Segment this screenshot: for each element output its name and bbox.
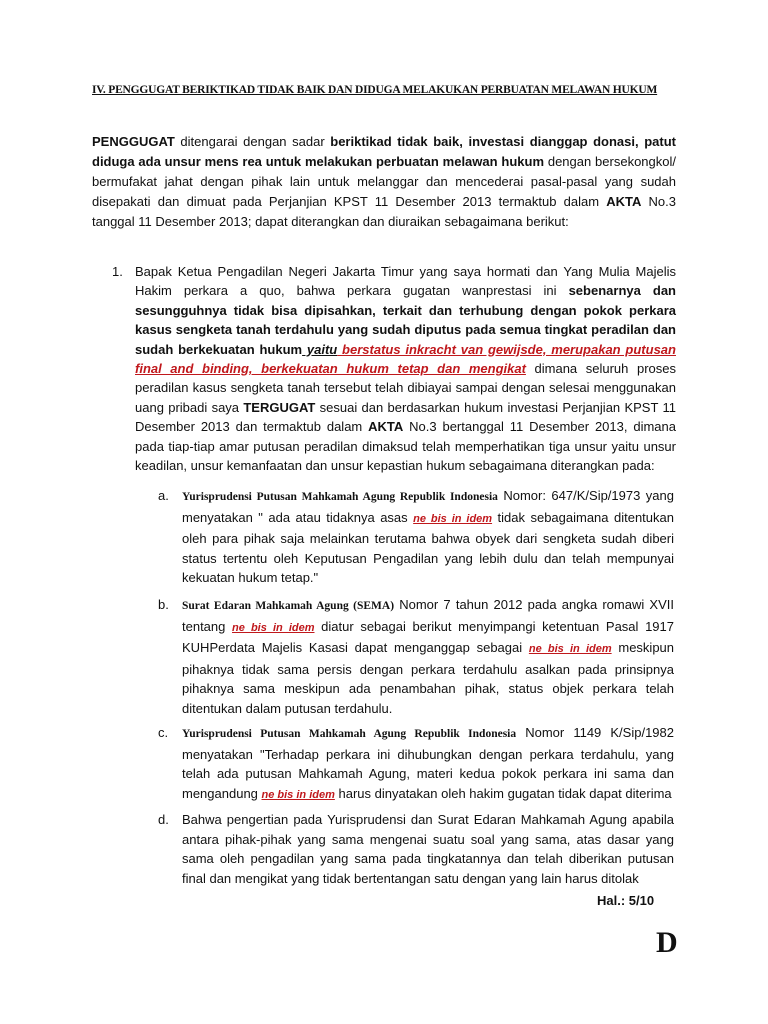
item-number: 1. — [112, 264, 123, 279]
sub-c-source: Yurisprudensi Putusan Mahkamah Agung Republik Indonesia — [182, 728, 517, 740]
handwritten-initial: D — [656, 926, 678, 959]
sub-text-b — [182, 595, 674, 719]
sub-b-text-2: diatur sebagai berikut menyimpangi ketentuan Pasal 1917 KUHPerdata Majelis Kasasi dapat menganggap sebagai — [182, 618, 674, 656]
sub-c-text-1: Nomor 1149 K/Sip/1982 menyatakan "Terhadap perkara ini dihubungkan dengan perkara terdahulu, yang telah ada putusan Mahkamah Agung, materi kedua pokok perkara ini sama dan mengandung — [182, 725, 674, 801]
sub-b-text-3: meskipun pihaknya tidak sama persis dengan perkara terdahulu asalkan pada prinsipnya pihaknya sama meskipun ada penambahan pihak, status objek perkara telah ditentukan dalam putusan terdahulu. — [182, 640, 675, 716]
page-number: Hal.: 5/10 — [597, 893, 655, 908]
intro-text-2: dengan bersekongkol/ bermufakat jahat dengan pihak lain untuk melanggar dan mencederai pasal-pasal yang sudah disepakati dan dimuat pada Perjanjian KPST 11 Desember 2013 termaktub dalam — [92, 154, 676, 209]
sub-a-text-1: Nomor: 647/K/Sip/1973 yang menyatakan " ada atau tidaknya asas — [182, 488, 674, 525]
sub-c-ne-bis-in-idem: ne bis in idem — [261, 788, 335, 801]
sub-text-d: Bahwa pengertian pada Yurisprudensi dan Surat Edaran Mahkamah Agung apabila antara pihak-pihak yang sama mengenai suatu soal yang sama, atas dasar yang sama oleh pengadilan yang sama pada tingkatannya dan telah diberikan putusan final dan mengikat yang tidak bertentangan satu dengan yang lain harus ditolak — [182, 812, 674, 886]
item1-tergugat: TERGUGAT — [243, 399, 316, 415]
item1-text-3: sesuai dan berdasarkan hukum investasi Perjanjian KPST 11 Desember 2013 dan termaktub dalam — [135, 399, 676, 435]
section-heading: IV. PENGGUGAT BERIKTIKAD TIDAK BAIK DAN DIDUGA MELAKUKAN PERBUATAN MELAWAN HUKUM — [92, 84, 658, 96]
item1-text-4: No.3 bertanggal 11 Desember 2013, dimana pada tiap-tiap amar putusan peradilan dimaksud telah memperhatikan tiga unsur yaitu unsur keadilan, unsur kemanfaatan dan unsur kepastian hukum sebagaimana diterangkan pada: — [135, 419, 676, 474]
sub-label-d: d. — [158, 812, 169, 827]
intro-akta: AKTA — [606, 194, 642, 209]
intro-text-1: ditengarai dengan sadar — [174, 134, 331, 149]
intro-plaintiff: PENGGUGAT — [92, 134, 175, 149]
item-1-body — [135, 262, 676, 475]
item1-red-emphasis: berstatus inkracht van gewijsde, merupakan putusan final and binding, berkekuatan hukum tetap dan mengikat — [135, 341, 676, 377]
sub-label-c: c. — [158, 725, 169, 740]
sub-a-ne-bis-in-idem: ne bis in idem — [413, 512, 493, 525]
sub-b-ne-bis-in-idem-1: ne bis in idem — [232, 621, 315, 634]
sub-b-text-1: Nomor 7 tahun 2012 pada angka romawi XVII tentang — [182, 597, 674, 634]
sub-c-text-2: harus dinyatakan oleh hakim gugatan tidak dapat diterima — [334, 785, 672, 801]
item1-text-2: dimana seluruh proses peradilan kasus sengketa tanah tersebut telah dibiayai sampai dengan selesai menggunakan uang pribadi saya — [135, 361, 676, 415]
sub-b-ne-bis-in-idem-2: ne bis in idem — [528, 643, 612, 656]
item1-emphasis: sebenarnya dan sesungguhnya tidak bisa dipisahkan, terkait dan terhubung dengan pokok perkara kasus sengketa tanah terdahulu yang sudah diputus pada semua tingkat peradilan dan sudah berkekuatan hukum — [135, 283, 676, 357]
item1-text-1: Bapak Ketua Pengadilan Negeri Jakarta Timur yang saya hormati dan Yang Mulia Majelis Hakim perkara a quo, bahwa perkara gugatan wanprestasi ini — [135, 264, 676, 299]
item1-yaitu: yaitu — [302, 341, 338, 357]
sub-a-text-2: tidak sebagaimana ditentukan oleh para pihak saja melainkan terutama bahwa obyek dari sengketa sudah diberi status tertentu oleh Keputusan Pengadilan yang lebih dulu dan telah mempunyai kekuatan hukum tetap." — [182, 509, 674, 586]
sub-label-a: a. — [158, 488, 169, 503]
sub-b-source: Surat Edaran Mahkamah Agung (SEMA) — [182, 600, 395, 612]
intro-paragraph — [92, 132, 676, 232]
sub-label-b: b. — [158, 597, 169, 612]
sub-text-a — [182, 486, 674, 588]
sub-a-source: Yurisprudensi Putusan Mahkamah Agung Republik Indonesia — [182, 491, 498, 503]
item1-akta: AKTA — [368, 419, 404, 435]
intro-text-3: No.3 tanggal 11 Desember 2013; dapat diterangkan dan diuraikan sebagaimana berikut: — [92, 194, 676, 229]
intro-emphasis: beriktikad tidak baik, investasi dianggap donasi, patut diduga ada unsur mens rea untuk melakukan perbuatan melawan hukum — [92, 134, 676, 169]
sub-text-c — [182, 723, 674, 805]
